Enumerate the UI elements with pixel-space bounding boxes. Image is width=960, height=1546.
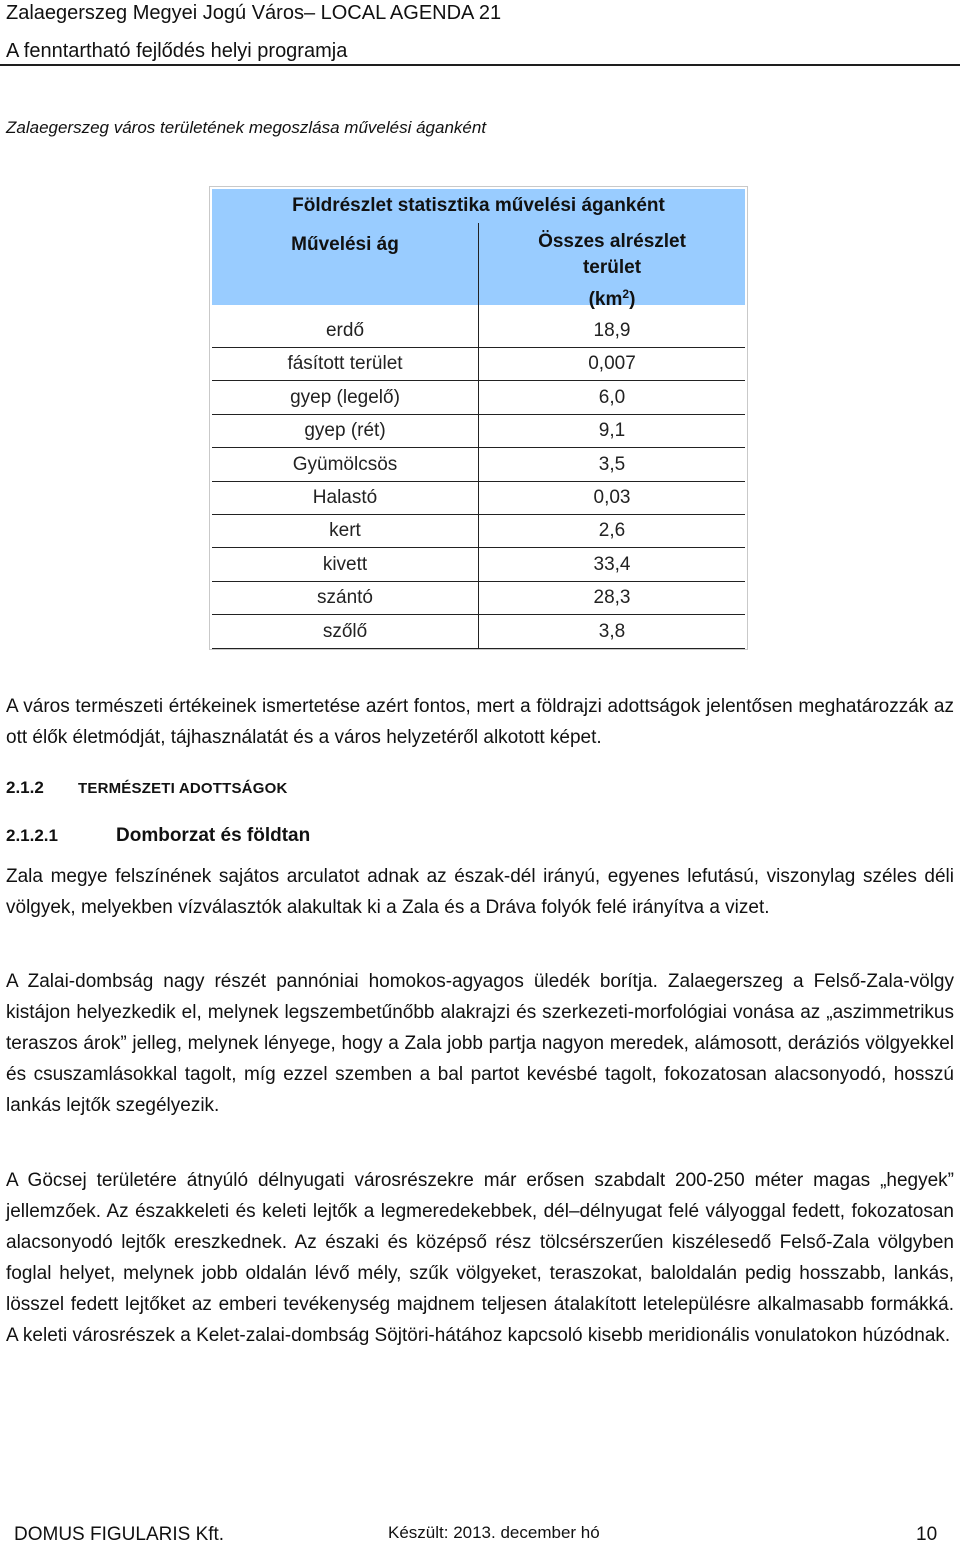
cell-area-value: 2,6 — [598, 520, 626, 542]
cell-cultivation-branch: kert — [329, 520, 361, 542]
table-row — [212, 616, 745, 649]
cell-cultivation-branch: gyep (rét) — [304, 420, 386, 442]
table-row — [212, 549, 745, 582]
cell-area-value: 3,5 — [598, 453, 626, 475]
cell-cultivation-branch: fásított terület — [287, 353, 403, 375]
cell-area-value: 9,1 — [598, 420, 626, 442]
column-header-area-line1: Összes alrészlet — [538, 231, 686, 252]
cell-area-value: 0,03 — [593, 487, 631, 508]
table-row — [212, 449, 745, 482]
subsection-number: 2.1.2.1 — [6, 826, 58, 845]
cell-area-value: 28,3 — [593, 587, 631, 609]
header-title: Zalaegerszeg Megyei Jogú Város– LOCAL AGENDA 21 — [6, 2, 502, 24]
cell-area-value: 6,0 — [598, 386, 626, 408]
header-rule — [0, 64, 960, 66]
cell-area-value: 3,8 — [598, 620, 626, 642]
subsection-heading — [6, 823, 310, 849]
intro-paragraph: A város természeti értékeinek ismertetése azért fontos, mert a földrajzi adottságok jelentősen meghatározzák az ott élők életmódját, tájhasználatát és a város helyzetéről alkotott képet. — [6, 696, 954, 748]
subsection-title: Domborzat és földtan — [116, 825, 311, 846]
cell-area-value: 33,4 — [593, 553, 631, 575]
paragraph-relief: Zala megye felszínének sajátos arculatot adnak az észak-dél irányú, egyenes lefutású, viszonylag széles déli völgyek, melyekben vízválasztók alakultak ki a Zala és a Dráva folyók felé irányítva a vizet. — [6, 866, 954, 918]
table-row — [212, 315, 745, 348]
section-number: 2.1.2 — [6, 778, 44, 797]
cell-cultivation-branch: gyep (legelő) — [290, 386, 400, 408]
table-caption: Zalaegerszeg város területének megoszlása művelési áganként — [6, 118, 487, 137]
column-header-area-line2: terület — [582, 257, 642, 278]
land-statistics-table — [209, 186, 748, 650]
header-subtitle: A fenntartható fejlődés helyi programja — [6, 40, 348, 62]
cell-cultivation-branch: szántó — [317, 587, 373, 609]
cell-cultivation-branch: Gyümölcsös — [292, 453, 398, 475]
table-row — [212, 415, 745, 448]
cell-area-value: 0,007 — [588, 353, 636, 375]
paragraph-geology: A Zalai-dombság nagy részét pannóniai homokos-agyagos üledék borítja. Zalaegerszeg a Felső-Zala-völgy kistájon helyezkedik el, melynek legszembetűnőbb alakrajzi és szerkezeti-morfológiai vonása az „aszimmetrikus teraszos árok” jelleg, melynek lényege, hogy a Zala jobb partja nagyon meredek, alámosott, deráziós völgyekkel és csuszamlásokkal tagolt, míg ezzel szemben a bal partot kevésbé tagolt, fokozatosan alacsonyodó, hosszú lankás lejtők szegélyezik. — [6, 971, 954, 1116]
footer-company: DOMUS FIGULARIS Kft. — [14, 1524, 225, 1545]
table-row — [212, 515, 745, 548]
table-row — [212, 482, 745, 515]
column-header-cultivation: Művelési ág — [212, 223, 478, 305]
paragraph-goecsej: A Göcsej területére átnyúló délnyugati városrészekre már erősen szabdalt 200-250 méter magas „hegyek” jellemzőek. Az északkeleti és keleti lejtők a legmeredekebbek, dél–délnyugat felé vályoggal fedett, fokozatosan alacsonyodó lejtők ereszkednek. Az északi és középső rész tölcsérszerűen kiszélesedő Felső-Zala völgyben foglal helyet, melynek jobb oldalán lévő mély, szűk völgyeket, teraszokat, baloldalán pedig hosszabb, lankás, lösszel fedett lejtőket az emberi tevékenység majdnem teljesen átalakított letelepülésre alkalmasabb formákká. A keleti városrészek a Kelet-zalai-dombság Söjtöri-hátához kapcsoló kisebb meridionális vonulatokon húzódnak. — [6, 1170, 954, 1346]
cell-cultivation-branch: erdő — [325, 320, 365, 341]
cell-cultivation-branch: Halastó — [312, 487, 378, 508]
table-row — [212, 348, 745, 381]
column-header-area — [479, 223, 745, 310]
column-header-area-unit: $(km^2)$ — [588, 287, 636, 310]
section-title: TERMÉSZETI ADOTTSÁGOK — [78, 780, 288, 797]
table-title: Földrészlet statisztika művelési áganként — [212, 189, 745, 223]
cell-cultivation-branch: szőlő — [322, 620, 368, 642]
cell-area-value: 18,9 — [593, 320, 631, 341]
footer-date: Készült: 2013. december hó — [388, 1523, 600, 1542]
section-heading — [6, 776, 287, 801]
cell-cultivation-branch: kivett — [322, 553, 368, 575]
page-number: 10 — [916, 1524, 938, 1545]
table-row — [212, 582, 745, 615]
table-row — [212, 382, 745, 415]
